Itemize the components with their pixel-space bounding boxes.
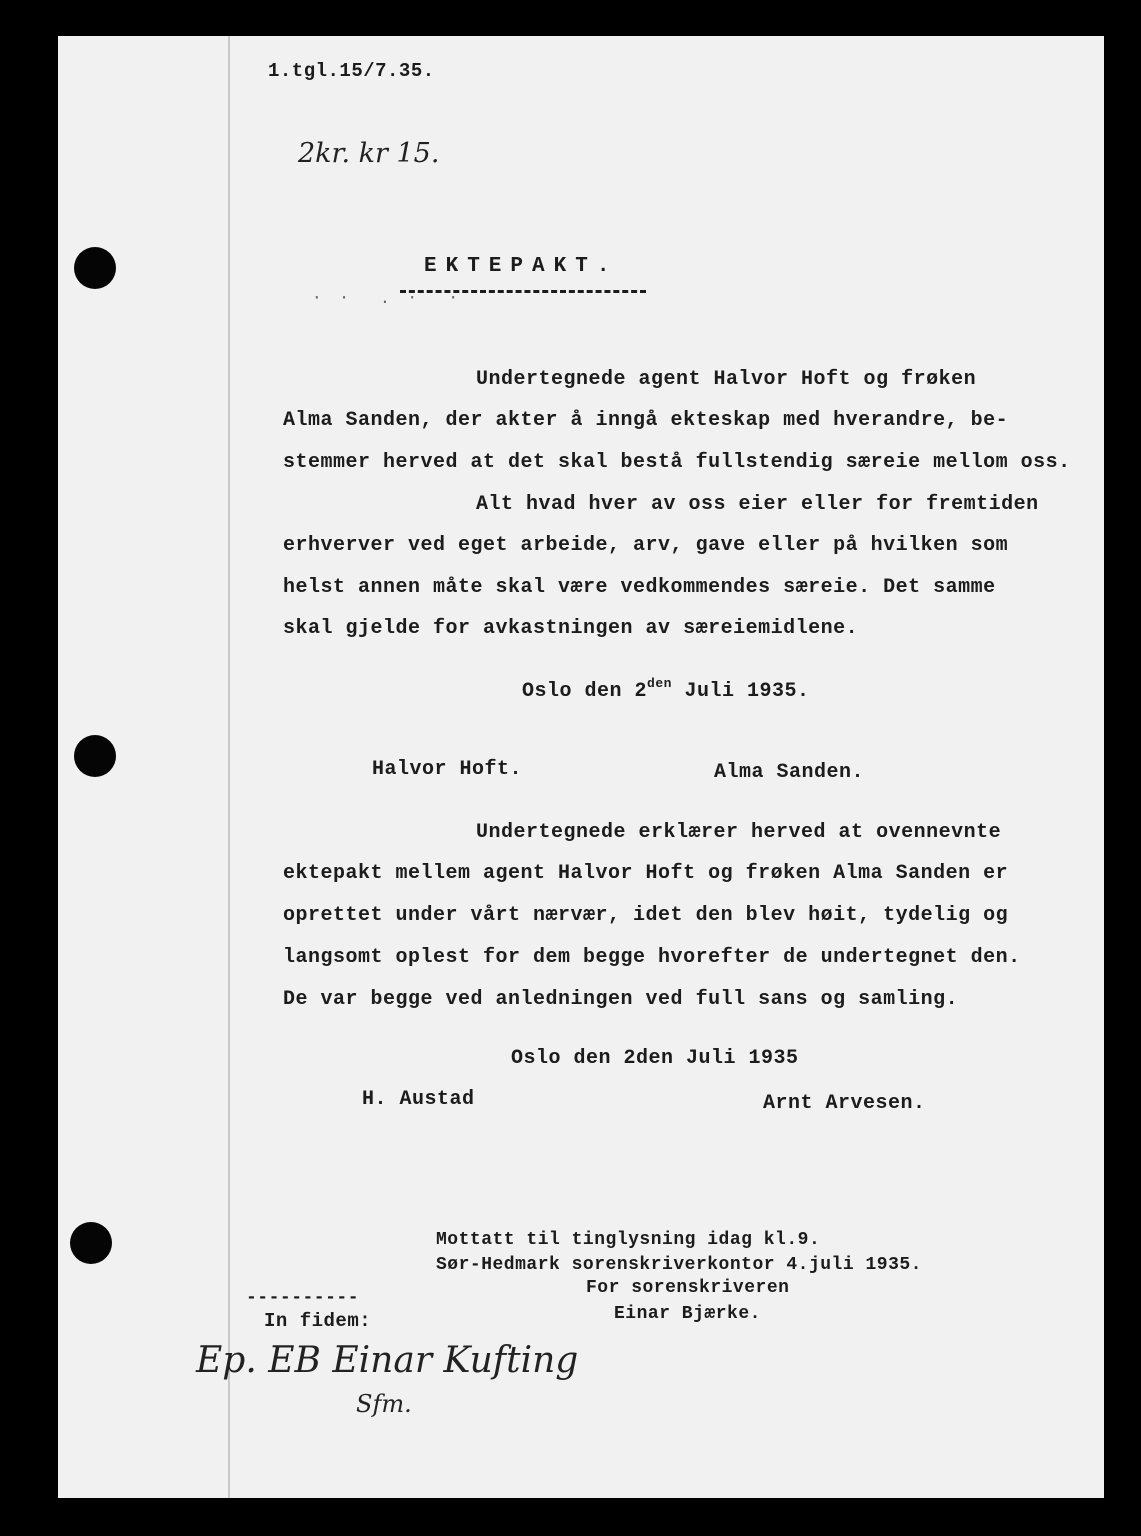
date-line-1 [522,676,809,703]
punch-hole-middle [74,735,116,777]
registration-line-4: Einar Bjærke. [614,1304,761,1324]
body-line-2: Alma Sanden, der akter å inngå ekteskap med hverandre, be- [283,409,1009,432]
date-line-1-suffix: Juli 1935. [671,680,810,703]
witness-line-3: oprettet under vårt nærvær, idet den blev høit, tydelig og [283,904,1009,927]
body-line-4: Alt hvad hver av oss eier eller for fremtiden [476,493,1039,516]
body-line-5: erhverver ved eget arbeide, arv, gave eller på hvilken som [283,534,1009,557]
witness-2: Arnt Arvesen. [763,1092,926,1115]
handwritten-note: 2kr. kr 15. [298,138,440,169]
body-line-6: helst annen måte skal være vedkommendes særeie. Det samme [283,576,996,599]
registration-line-3: For sorenskriveren [586,1278,790,1298]
registration-note: 1.tgl.15/7.35. [268,60,435,82]
body-line-7: skal gjelde for avkastningen av særeiemidlene. [283,617,859,640]
body-line-3: stemmer herved at det skal bestå fullstendig særeie mellom oss. [283,451,1071,474]
date-line-1-sup: den [647,676,672,691]
date-line-2: Oslo den 2den Juli 1935 [511,1047,799,1070]
punch-hole-top [74,247,116,289]
handwritten-signature-sub: Sfm. [356,1390,412,1418]
date-line-1-prefix: Oslo den 2 [522,680,648,703]
witness-line-2: ektepakt mellem agent Halvor Hoft og frøken Alma Sanden er [283,862,1009,885]
signer-1: Halvor Hoft. [372,758,523,781]
registration-line-2: Sør-Hedmark sorenskriverkontor 4.juli 1935. [436,1255,922,1275]
title-underline [400,290,646,293]
fidem-rule: ---------- [246,1288,360,1308]
punch-hole-bottom [70,1222,112,1264]
margin-line [228,36,230,1498]
witness-1: H. Austad [362,1088,475,1111]
witness-line-4: langsomt oplest for dem begge hvorefter de undertegnet den. [283,946,1021,969]
body-line-1: Undertegnede agent Halvor Hoft og frøken [476,368,977,391]
witness-line-5: De var begge ved anledningen ved full sans og samling. [283,988,959,1011]
witness-line-1: Undertegnede erklærer herved at ovennevnte [476,821,1002,844]
registration-line-1: Mottatt til tinglysning idag kl.9. [436,1230,821,1250]
handwritten-signature: Ep. EB Einar Kufting [196,1340,579,1381]
signer-2: Alma Sanden. [714,761,865,784]
smudge-marks: · · . · · [312,288,462,307]
document-title: EKTEPAKT. [424,255,619,278]
fidem-label: In fidem: [264,1310,372,1332]
